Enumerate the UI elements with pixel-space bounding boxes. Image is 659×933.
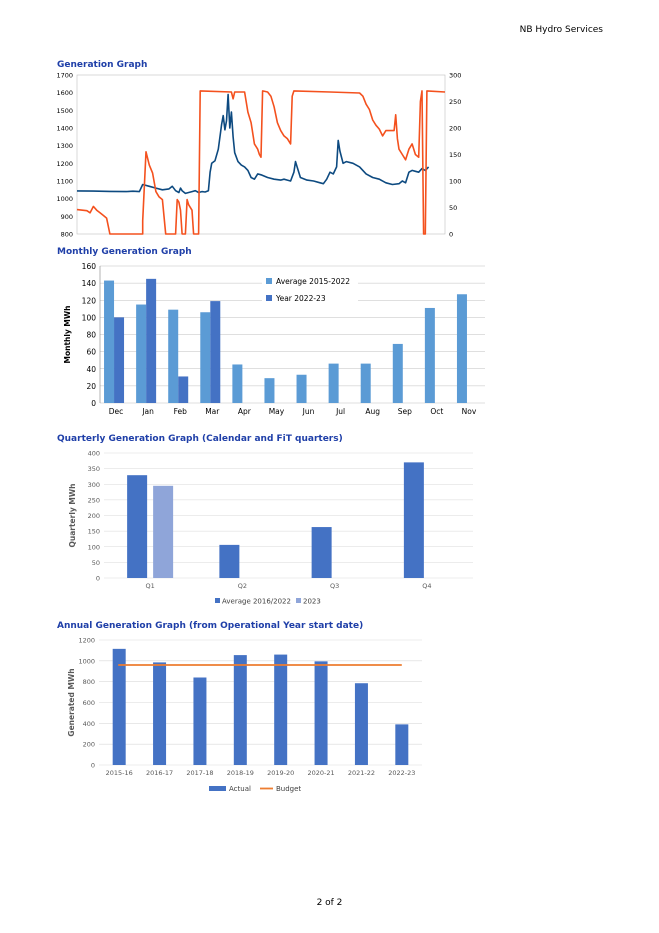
- monthly-y-tick: 20: [86, 381, 96, 391]
- annual-x-tick: 2019-20: [267, 769, 295, 777]
- gen-y-tick: 1400: [56, 124, 73, 133]
- generation-graph-title: Generation Graph: [57, 60, 148, 70]
- gen-y2-tick: 50: [449, 204, 458, 212]
- monthly-x-tick: Feb: [173, 407, 187, 416]
- monthly-y-tick: 60: [86, 347, 96, 357]
- quarterly-y-tick: 100: [87, 543, 100, 552]
- monthly-x-tick: Dec: [108, 407, 124, 416]
- monthly-x-tick: Aug: [365, 407, 381, 416]
- page-number: 2 of 2: [316, 898, 343, 908]
- quarterly-x-tick: Q3: [329, 582, 340, 590]
- company-name: NB Hydro Services: [519, 25, 603, 35]
- quarterly-bar: [153, 486, 173, 578]
- monthly-x-tick: Jun: [302, 407, 315, 416]
- annual-y-tick: 200: [82, 740, 95, 749]
- quarterly-y-tick: 0: [95, 574, 100, 583]
- monthly-y-tick: 80: [86, 330, 96, 340]
- gen-y-tick: 1200: [56, 159, 73, 168]
- monthly-x-tick: Sep: [397, 407, 412, 416]
- quarterly-graph-title: Quarterly Generation Graph (Calendar and FiT quarters): [57, 434, 343, 444]
- annual-y-tick: 1000: [78, 657, 95, 666]
- monthly-bar: [178, 376, 188, 403]
- gen-y2-tick: 200: [449, 124, 462, 133]
- monthly-legend-label: Year 2022-23: [276, 294, 326, 303]
- annual-x-tick: 2018-19: [226, 769, 254, 777]
- monthly-bar: [393, 344, 403, 403]
- annual-x-tick: 2015-16: [105, 769, 133, 777]
- monthly-legend-swatch: [266, 278, 272, 284]
- quarterly-legend-swatch: [296, 598, 301, 603]
- monthly-y-tick: 140: [81, 279, 96, 289]
- annual-legend-label: Budget: [276, 785, 302, 793]
- monthly-y-tick: 100: [81, 313, 96, 323]
- monthly-y-label: Monthly MWh: [63, 305, 72, 364]
- annual-x-tick: 2021-22: [347, 769, 376, 777]
- gen-y-tick: 1000: [56, 195, 73, 204]
- monthly-legend-swatch: [266, 295, 272, 301]
- monthly-bar: [210, 301, 220, 403]
- quarterly-bar: [312, 527, 332, 578]
- gen-y-tick: 1500: [56, 106, 73, 115]
- quarterly-y-tick: 150: [87, 527, 100, 536]
- annual-y-label: Generated MWh: [67, 668, 76, 737]
- monthly-bar: [104, 281, 114, 403]
- monthly-y-tick: 120: [81, 296, 96, 306]
- gen-y-tick: 1300: [56, 142, 73, 151]
- annual-y-tick: 1200: [78, 636, 95, 645]
- monthly-x-tick: Mar: [205, 407, 220, 416]
- monthly-x-tick: Oct: [430, 407, 444, 416]
- quarterly-y-tick: 200: [87, 512, 100, 520]
- monthly-bar: [114, 317, 124, 403]
- gen-y-tick: 1600: [56, 89, 73, 98]
- annual-x-tick: 2017-18: [186, 769, 214, 777]
- annual-y-tick: 400: [82, 719, 95, 728]
- quarterly-legend-label: 2023: [303, 597, 321, 606]
- gen-y2-tick: 150: [449, 151, 462, 159]
- gen-y2-tick: 300: [449, 71, 462, 80]
- annual-bar: [234, 655, 247, 765]
- quarterly-x-tick: Q2: [237, 582, 248, 590]
- annual-y-tick: 800: [82, 678, 95, 687]
- annual-y-tick: 0: [90, 761, 95, 770]
- quarterly-bar: [127, 475, 147, 578]
- gen-series-line-1: [77, 94, 429, 193]
- monthly-bar: [425, 308, 435, 403]
- monthly-bar: [136, 305, 146, 403]
- annual-graph-title: Annual Generation Graph (from Operational Year start date): [57, 621, 364, 631]
- annual-bar: [193, 678, 206, 766]
- annual-bar: [274, 655, 287, 765]
- annual-bar: [355, 683, 368, 765]
- quarterly-x-tick: Q1: [145, 582, 155, 590]
- quarterly-bar: [404, 462, 424, 578]
- monthly-x-tick: May: [268, 407, 285, 416]
- monthly-bar: [329, 364, 339, 403]
- quarterly-y-tick: 350: [87, 465, 100, 474]
- gen-y2-tick: 250: [449, 98, 462, 106]
- monthly-x-tick: Jul: [336, 407, 346, 416]
- monthly-bar: [232, 364, 242, 403]
- annual-bar: [113, 649, 126, 765]
- gen-y-tick: 1700: [56, 71, 73, 80]
- monthly-bar: [297, 375, 307, 403]
- gen-y2-tick: 0: [449, 230, 454, 239]
- gen-y-tick: 800: [60, 230, 73, 239]
- gen-series-line-2: [77, 91, 445, 234]
- quarterly-y-label: Quarterly MWh: [68, 483, 77, 548]
- monthly-y-tick: 40: [86, 364, 96, 374]
- annual-y-tick: 600: [82, 699, 95, 707]
- annual-legend-label: Actual: [229, 785, 251, 793]
- gen-y-tick: 1100: [56, 177, 73, 186]
- quarterly-y-tick: 250: [87, 496, 100, 505]
- quarterly-legend-swatch: [215, 598, 220, 603]
- quarterly-bar: [219, 545, 239, 578]
- monthly-bar: [168, 310, 178, 403]
- quarterly-y-tick: 400: [87, 449, 100, 458]
- annual-bar: [315, 661, 328, 765]
- monthly-bar: [200, 312, 210, 403]
- monthly-y-tick: 0: [91, 399, 96, 408]
- monthly-x-tick: Apr: [237, 407, 251, 416]
- monthly-bar: [146, 279, 156, 403]
- gen-y-tick: 900: [60, 212, 73, 221]
- monthly-graph-title: Monthly Generation Graph: [57, 247, 192, 257]
- annual-bar: [395, 724, 408, 765]
- annual-legend-swatch-actual: [209, 786, 226, 791]
- annual-bar: [153, 662, 166, 765]
- annual-x-tick: 2016-17: [145, 769, 174, 777]
- monthly-x-tick: Jan: [142, 407, 154, 416]
- quarterly-legend-label: Average 2016/2022: [222, 597, 291, 606]
- annual-x-tick: 2022-23: [388, 769, 416, 777]
- monthly-legend-label: Average 2015-2022: [276, 277, 351, 286]
- monthly-bar: [361, 364, 371, 403]
- monthly-y-tick: 160: [81, 262, 96, 271]
- quarterly-y-tick: 300: [87, 480, 100, 489]
- gen-y2-tick: 100: [449, 177, 462, 186]
- monthly-bar: [457, 294, 467, 403]
- monthly-x-tick: Nov: [461, 407, 477, 416]
- quarterly-y-tick: 50: [91, 558, 100, 567]
- monthly-bar: [264, 378, 274, 403]
- quarterly-x-tick: Q4: [422, 582, 432, 590]
- annual-x-tick: 2020-21: [307, 769, 335, 777]
